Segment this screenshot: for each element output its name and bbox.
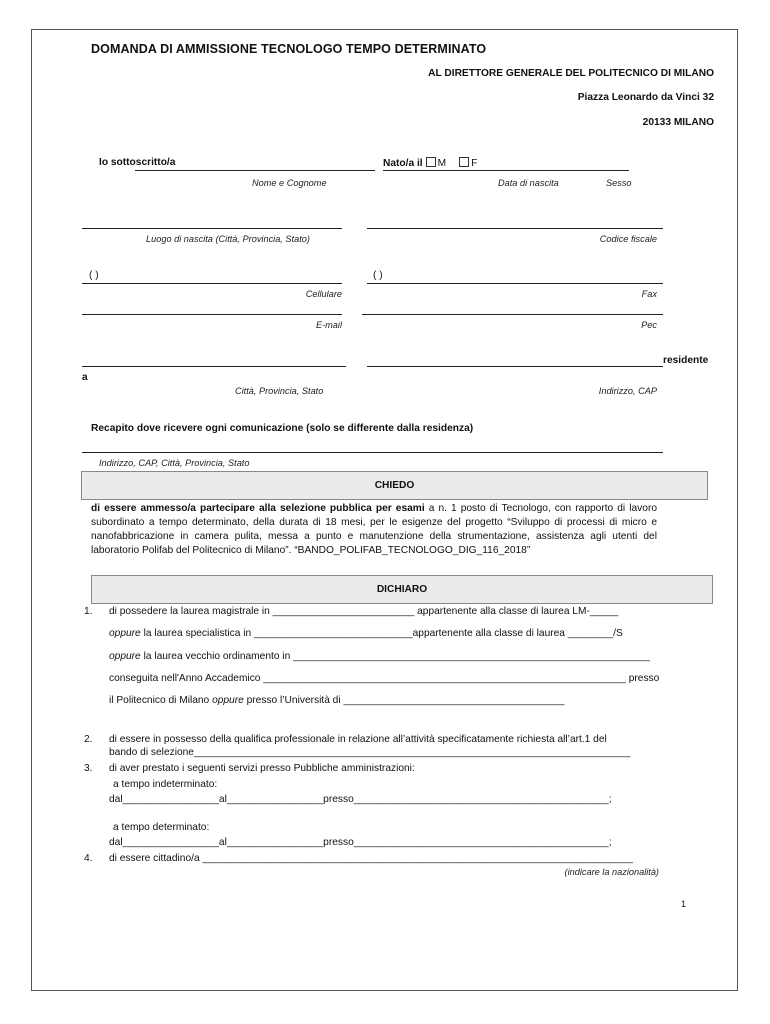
- address-city: 20133 MILANO: [642, 117, 714, 128]
- item2-number: 2.: [84, 734, 93, 745]
- item3-determinate-row: dal_________________al_________________presso_____________________________________________;: [109, 837, 612, 848]
- item1-line1: di possedere la laurea magistrale in _________________________ appartenente alla classe di laurea LM-_____: [109, 606, 619, 617]
- name-line[interactable]: [135, 170, 375, 171]
- fax-caption: Fax: [641, 289, 657, 299]
- undersigned-label: Io sottoscritto/a: [99, 157, 176, 168]
- residence-city-line[interactable]: [82, 366, 346, 367]
- item3-determinate: a tempo determinato:: [113, 822, 210, 833]
- taxcode-line[interactable]: [367, 228, 663, 229]
- item3-number: 3.: [84, 763, 93, 774]
- item3-indeterminate-row: dal_________________al_________________presso_____________________________________________;: [109, 794, 612, 805]
- birthplace-caption: Luogo di nascita (Città, Provincia, Stato): [146, 234, 310, 244]
- birthdate-caption: Data di nascita: [498, 178, 559, 188]
- request-text: a n. 1 posto di Tecnologo, con rapporto di lavoro subordinato a tempo determinato, della durata di 18 mesi, per le esigenze del progetto “Sviluppo di processi di micro e nanofabbricazione in camera pulita, messa a punto e manutenzione della strumentazione, assistenza agli utenti del laboratorio Polifab del Politecnico di Milano”. “BANDO_POLIFAB_TECNOLOGO_DIG_116_2018”: [91, 503, 657, 556]
- contact-label: Recapito dove ricevere ogni comunicazione (solo se differente dalla residenza): [91, 423, 474, 434]
- mobile-caption: Cellulare: [305, 289, 342, 299]
- page-number: 1: [681, 899, 687, 909]
- nationality-caption: (indicare la nazionalità): [564, 867, 659, 877]
- taxcode-caption: Codice fiscale: [599, 234, 657, 244]
- birthplace-line[interactable]: [82, 228, 342, 229]
- request-paragraph: [91, 502, 657, 558]
- contact-caption: Indirizzo, CAP, Città, Provincia, Stato: [99, 458, 250, 468]
- request-bold: di essere ammesso/a partecipare alla selezione pubblica per esami: [91, 503, 425, 514]
- birthdate-line[interactable]: [383, 170, 629, 171]
- item4-number: 4.: [84, 853, 93, 864]
- pec-caption: Pec: [641, 320, 657, 330]
- item1-line5: il Politecnico di Milano oppure presso l’Università di _______________________________________: [109, 695, 565, 706]
- address-street: Piazza Leonardo da Vinci 32: [577, 92, 714, 103]
- item1-line2: oppure la laurea specialistica in ____________________________appartenente alla classe di laurea ________/S: [109, 628, 623, 639]
- email-caption: E-mail: [315, 320, 342, 330]
- sex-caption: Sesso: [606, 178, 632, 188]
- item1-line3: oppure la laurea vecchio ordinamento in _______________________________________________________________: [109, 651, 651, 662]
- pec-line[interactable]: [362, 314, 663, 315]
- item2-line2: bando di selezione_____________________________________________________________________________: [109, 747, 631, 758]
- gender-m-checkbox[interactable]: [426, 157, 436, 167]
- declare-heading: DICHIARO: [91, 575, 713, 604]
- fax-prefix: ( ): [373, 270, 383, 281]
- item2-line1: di essere in possesso della qualifica professionale in relazione all’attività specificatamente richiesta all’art.1 del: [109, 734, 607, 745]
- item3-indeterminate: a tempo indeterminato:: [113, 779, 218, 790]
- born-label: Nato/a il M F: [383, 158, 478, 169]
- request-heading: CHIEDO: [81, 471, 708, 500]
- item3-line1: di aver prestato i seguenti servizi presso Pubbliche amministrazioni:: [109, 763, 415, 774]
- mobile-prefix: ( ): [89, 270, 99, 281]
- gender-f-checkbox[interactable]: [459, 157, 469, 167]
- contact-line[interactable]: [82, 452, 663, 453]
- address-caption: Indirizzo, CAP: [598, 386, 657, 396]
- item1-number: 1.: [84, 606, 93, 617]
- item1-line4: conseguita nell'Anno Accademico ________________________________________________________________ presso: [109, 673, 660, 684]
- resident-label: residente: [663, 355, 709, 366]
- document-title: DOMANDA DI AMMISSIONE TECNOLOGO TEMPO DETERMINATO: [91, 42, 487, 56]
- resident-a: a: [82, 372, 88, 383]
- name-caption: Nome e Cognome: [252, 178, 327, 188]
- city-caption: Città, Provincia, Stato: [235, 386, 324, 396]
- addressee: AL DIRETTORE GENERALE DEL POLITECNICO DI MILANO: [428, 68, 714, 79]
- fax-line[interactable]: [367, 283, 663, 284]
- item4-line1: di essere cittadino/a ____________________________________________________________________________: [109, 853, 634, 864]
- email-line[interactable]: [82, 314, 342, 315]
- residence-address-line[interactable]: [367, 366, 663, 367]
- mobile-line[interactable]: [82, 283, 342, 284]
